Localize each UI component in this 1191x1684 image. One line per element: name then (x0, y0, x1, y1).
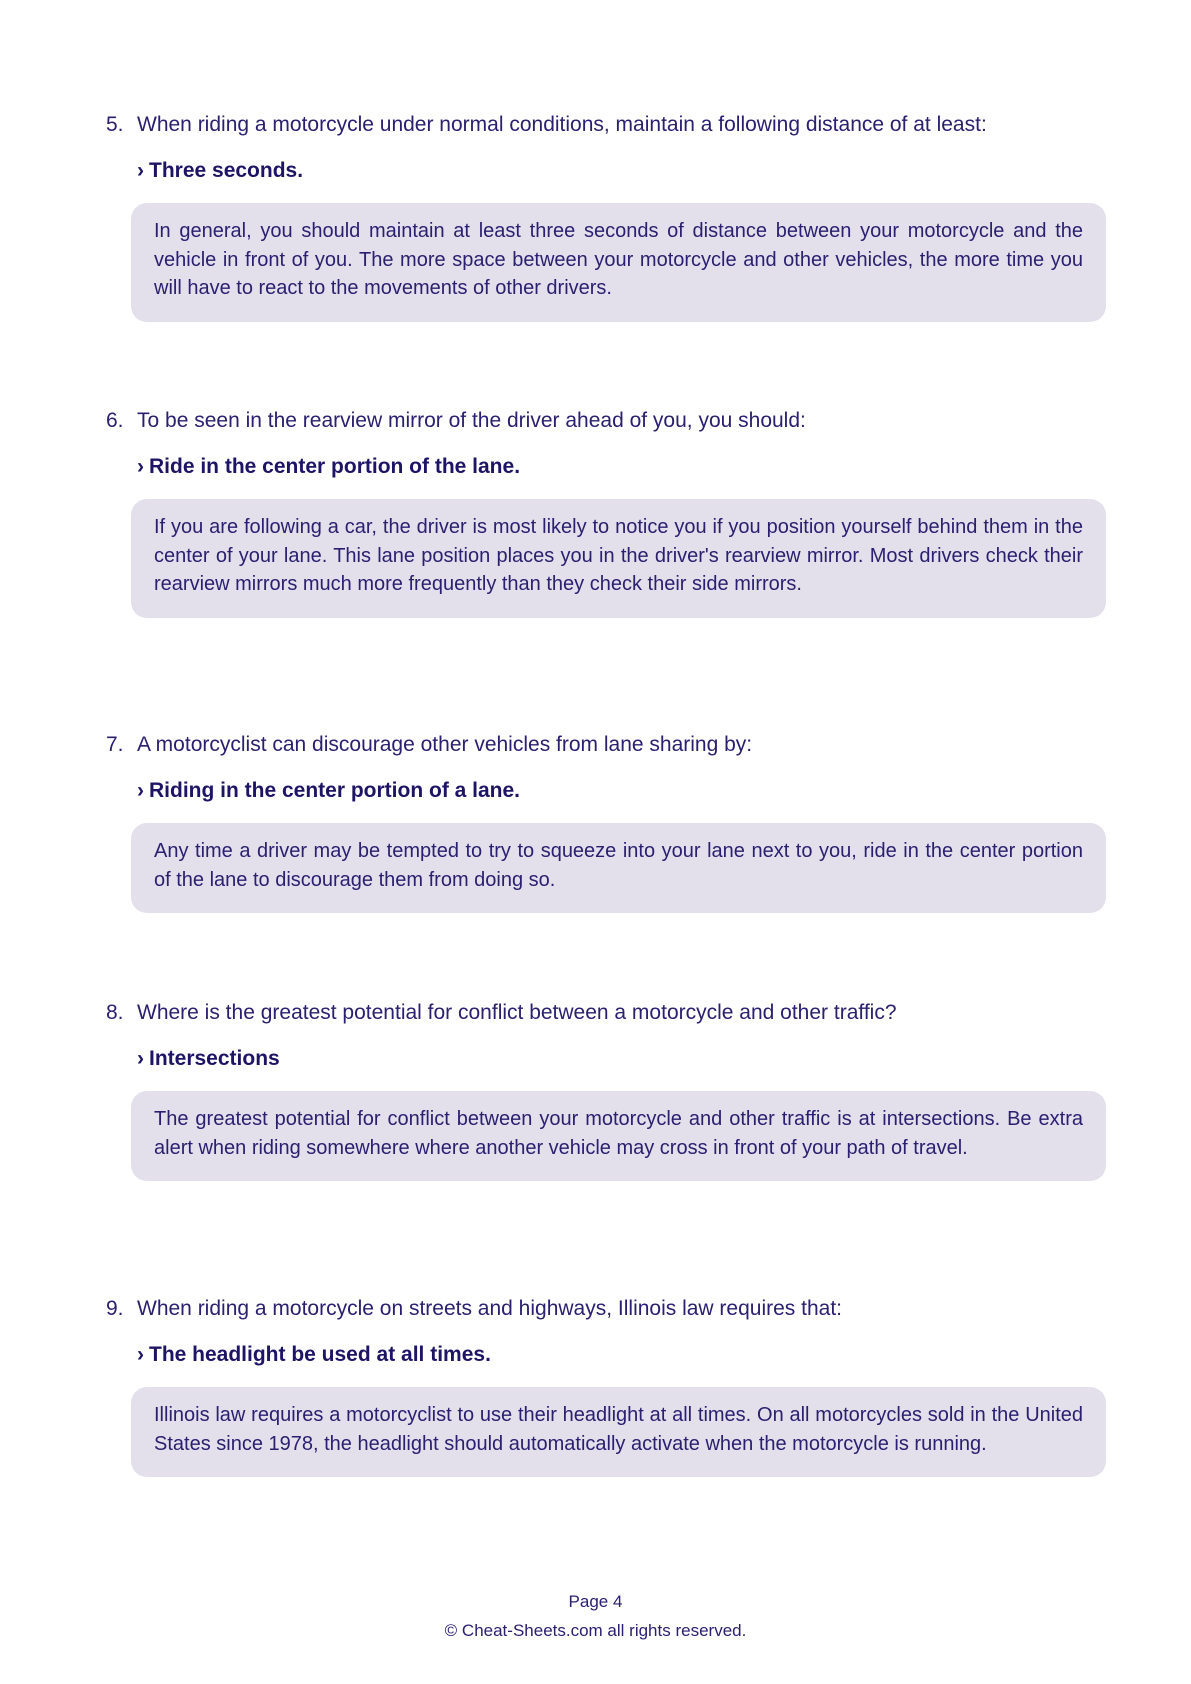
chevron-right-icon: › (137, 159, 144, 182)
explanation-box: The greatest potential for conflict between your motorcycle and other traffic is at intersections. Be extra alert when riding somewhere where another vehicle may cross in front of your path of travel. (131, 1091, 1106, 1181)
question-5 (106, 112, 1106, 322)
answer-text: Riding in the center portion of a lane. (149, 779, 521, 802)
question-line (106, 1296, 1106, 1322)
answer-text: Three seconds. (149, 159, 304, 182)
question-line (106, 408, 1106, 434)
explanation-box: If you are following a car, the driver is most likely to notice you if you position yourself behind them in the center of your lane. This lane position places you in the driver's rearview mirror. Most drivers check their rearview mirrors much more frequently than they check their side mirrors. (131, 499, 1106, 618)
chevron-right-icon: › (137, 779, 144, 802)
question-number: 9. (106, 1297, 124, 1320)
question-line (106, 732, 1106, 758)
question-6 (106, 408, 1106, 618)
question-line (106, 112, 1106, 138)
explanation-box: In general, you should maintain at least three seconds of distance between your motorcycle and the vehicle in front of you. The more space between your motorcycle and other vehicles, the more time you will have to react to the movements of other drivers. (131, 203, 1106, 322)
question-text: Where is the greatest potential for conflict between a motorcycle and other traffic? (137, 1001, 897, 1024)
explanation-box: Any time a driver may be tempted to try to squeeze into your lane next to you, ride in the center portion of the lane to discourage them from doing so. (131, 823, 1106, 913)
chevron-right-icon: › (137, 455, 144, 478)
question-8 (106, 1000, 1106, 1181)
question-line (106, 1000, 1106, 1026)
question-7 (106, 732, 1106, 913)
answer-text: Ride in the center portion of the lane. (149, 455, 521, 478)
chevron-right-icon: › (137, 1047, 144, 1070)
question-9 (106, 1296, 1106, 1477)
answer (137, 778, 1106, 804)
chevron-right-icon: › (137, 1343, 144, 1366)
question-text: A motorcyclist can discourage other vehicles from lane sharing by: (137, 733, 753, 756)
question-text: To be seen in the rearview mirror of the driver ahead of you, you should: (137, 409, 806, 432)
answer (137, 1342, 1106, 1368)
answer (137, 1046, 1106, 1072)
question-text: When riding a motorcycle on streets and highways, Illinois law requires that: (137, 1297, 842, 1320)
question-number: 8. (106, 1001, 124, 1024)
explanation-box: Illinois law requires a motorcyclist to use their headlight at all times. On all motorcycles sold in the United States since 1978, the headlight should automatically activate when the motorcycle is running. (131, 1387, 1106, 1477)
question-number: 5. (106, 113, 124, 136)
question-number: 7. (106, 733, 124, 756)
page-number: Page 4 (568, 1592, 623, 1611)
answer (137, 158, 1106, 184)
answer (137, 454, 1106, 480)
answer-text: Intersections (149, 1047, 280, 1070)
question-number: 6. (106, 409, 124, 432)
question-text: When riding a motorcycle under normal conditions, maintain a following distance of at least: (137, 113, 987, 136)
copyright-notice: © Cheat-Sheets.com all rights reserved. (444, 1621, 747, 1640)
answer-text: The headlight be used at all times. (149, 1343, 491, 1366)
